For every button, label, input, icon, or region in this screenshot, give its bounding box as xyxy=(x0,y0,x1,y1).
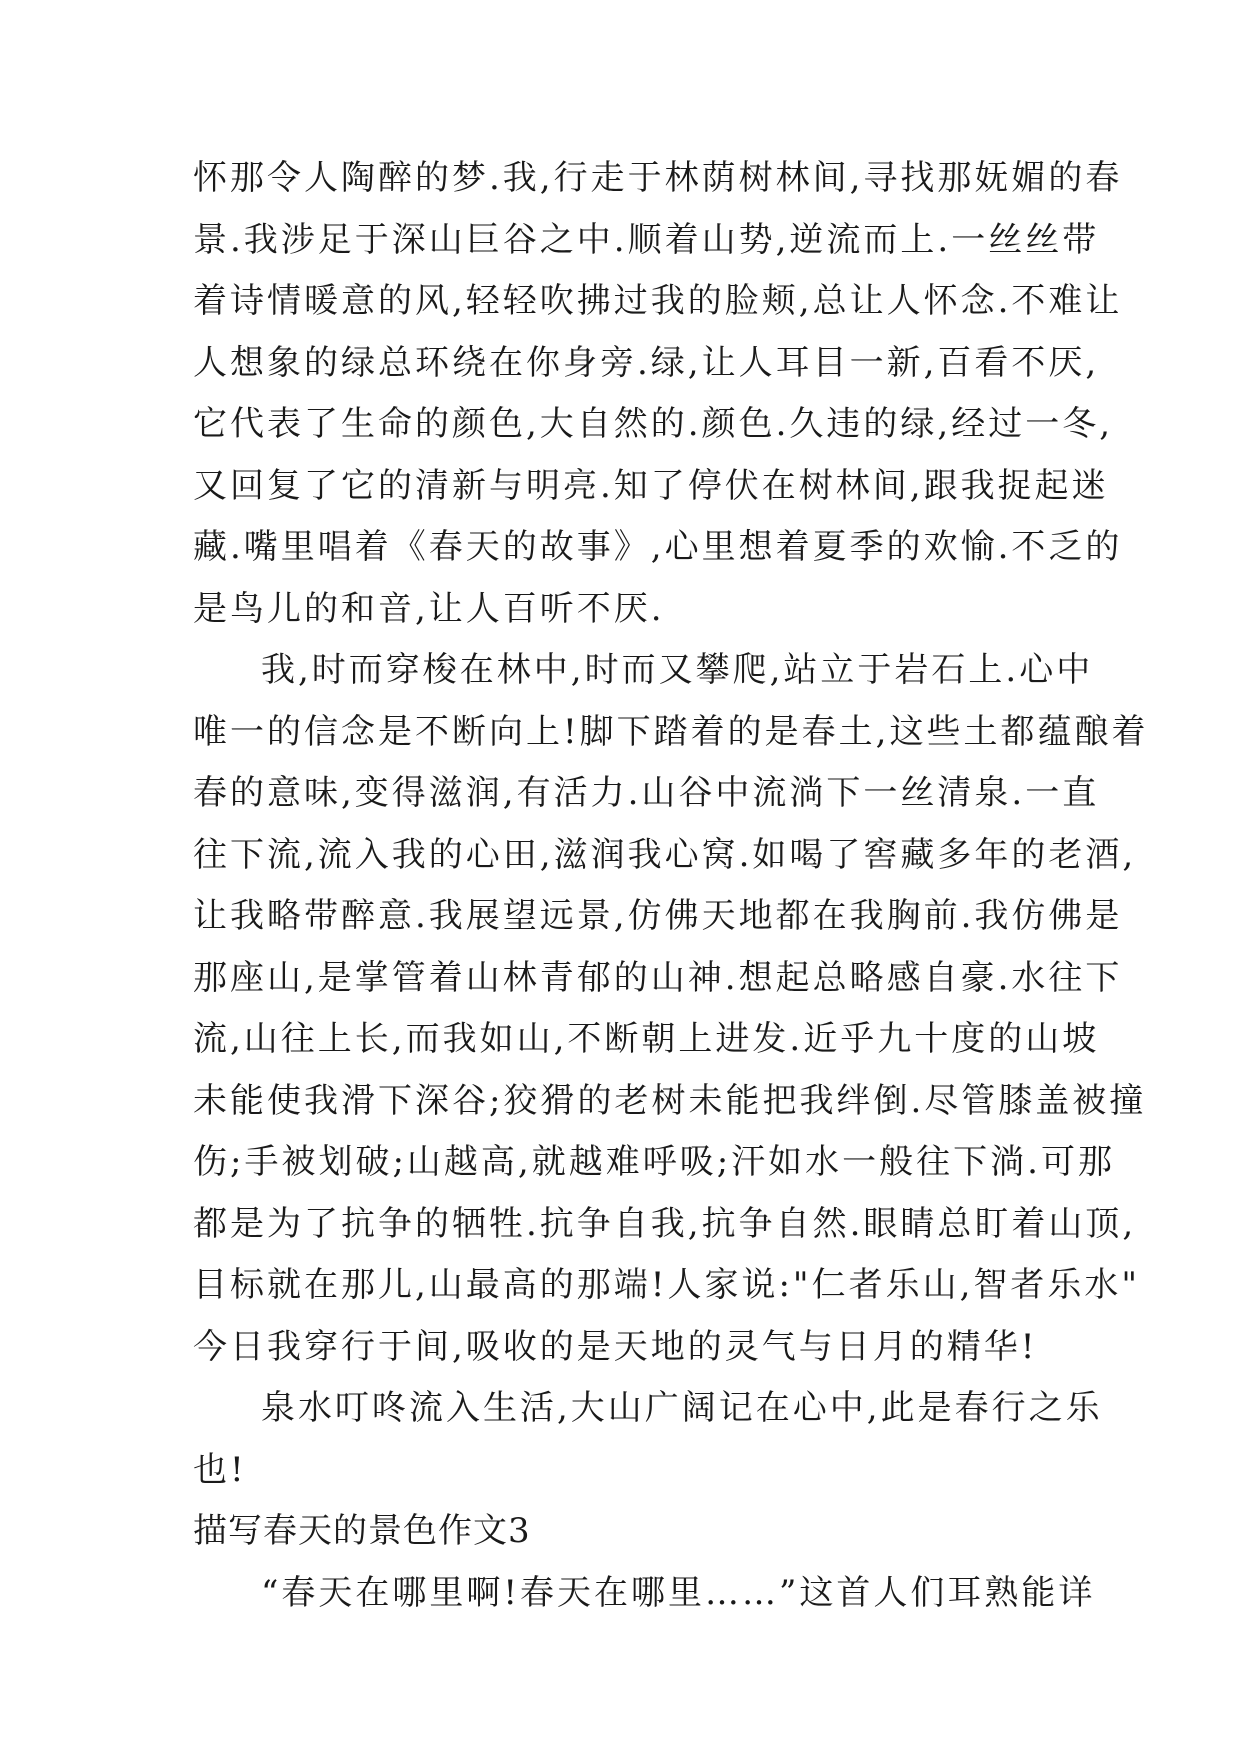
essay-body xyxy=(193,148,1149,1624)
paragraph-line: 未能使我滑下深谷;狡猾的老树未能把我绊倒.尽管膝盖被撞 xyxy=(193,1080,1147,1121)
paragraph-line: 那座山,是掌管着山林青郁的山神.想起总略感自豪.水往下 xyxy=(193,957,1123,998)
paragraph-line: 流,山往上长,而我如山,不断朝上进发.近乎九十度的山坡 xyxy=(193,1019,1100,1059)
paragraph-line: 往下流,流入我的心田,滋润我心窝.如喝了窖藏多年的老酒, xyxy=(193,834,1137,875)
paragraph-line: 它代表了生命的颜色,大自然的.颜色.久违的绿,经过一冬, xyxy=(193,404,1114,444)
paragraph-line: 藏.嘴里唱着《春天的故事》,心里想着夏季的欢愉.不乏的 xyxy=(193,527,1123,567)
paragraph-line: 是鸟儿的和音,让人百听不厌. xyxy=(193,588,665,629)
paragraph-line: 让我略带醉意.我展望远景,仿佛天地都在我胸前.我仿佛是 xyxy=(193,896,1123,936)
paragraph-line: 怀那令人陶醉的梦.我,行走于林荫树林间,寻找那妩媚的春 xyxy=(193,158,1123,198)
paragraph-line: 目标就在那儿,山最高的那端!人家说:"仁者乐山,智者乐水" xyxy=(193,1265,1141,1305)
paragraph-line: 着诗情暖意的风,轻轻吹拂过我的脸颊,总让人怀念.不难让 xyxy=(193,281,1123,321)
paragraph-line: 景.我涉足于深山巨谷之中.顺着山势,逆流而上.一丝丝带 xyxy=(193,219,1100,260)
paragraph-line: “春天在哪里啊!春天在哪里……”这首人们耳熟能详 xyxy=(261,1572,1096,1613)
paragraph-line: 泉水叮咚流入生活,大山广阔记在心中,此是春行之乐 xyxy=(261,1388,1103,1428)
paragraph-line: 唯一的信念是不断向上!脚下踏着的是春土,这些土都蕴酿着 xyxy=(193,711,1149,752)
paragraph-line: 又回复了它的清新与明亮.知了停伏在树林间,跟我捉起迷 xyxy=(193,465,1109,506)
paragraph-line: 也! xyxy=(193,1449,247,1490)
paragraph-line: 伤;手被划破;山越高,就越难呼吸;汗如水一般往下淌.可那 xyxy=(193,1142,1115,1182)
paragraph-line: 今日我穿行于间,吸收的是天地的灵气与日月的精华! xyxy=(193,1326,1038,1367)
paragraph-line: 人想象的绿总环绕在你身旁.绿,让人耳目一新,百看不厌, xyxy=(193,342,1100,383)
paragraph-line: 春的意味,变得滋润,有活力.山谷中流淌下一丝清泉.一直 xyxy=(193,773,1100,813)
paragraph-line: 都是为了抗争的牺牲.抗争自我,抗争自然.眼睛总盯着山顶, xyxy=(193,1203,1137,1244)
section-heading: 描写春天的景色作文3 xyxy=(193,1511,531,1551)
paragraph-line: 我,时而穿梭在林中,时而又攀爬,站立于岩石上.心中 xyxy=(261,650,1094,690)
